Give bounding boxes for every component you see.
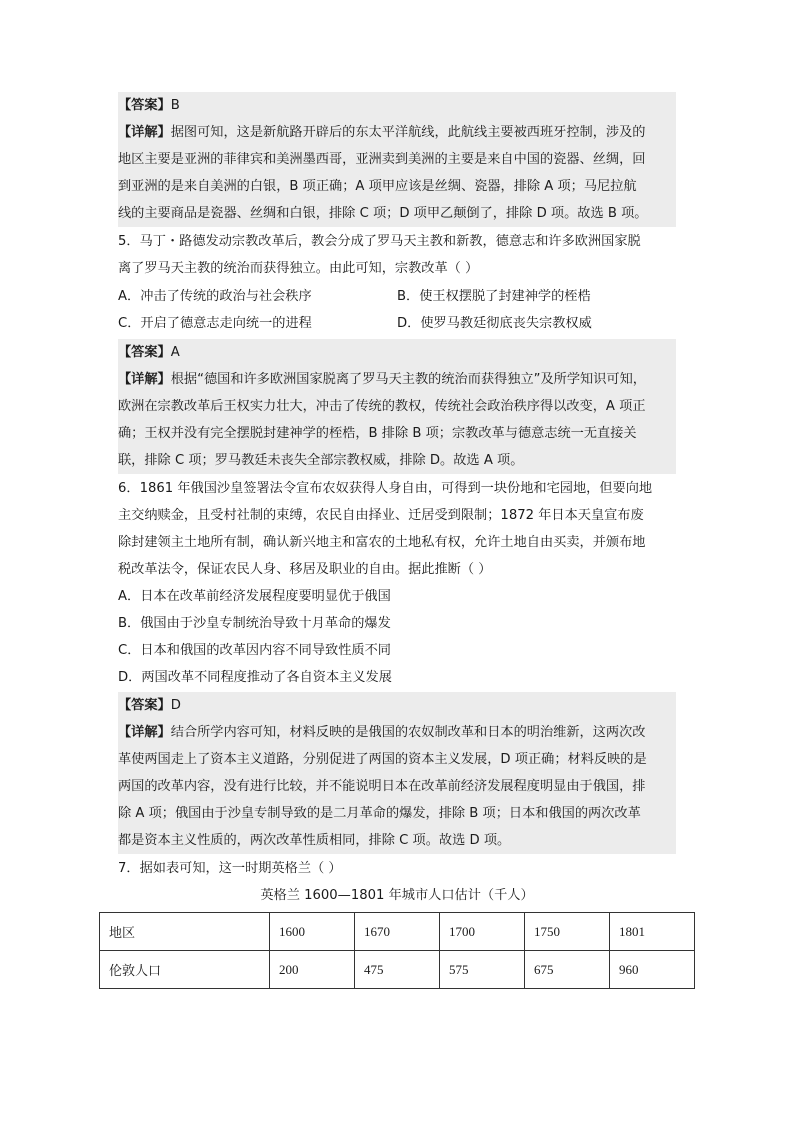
table-cell: 1700 <box>440 913 525 951</box>
detail-tag: 【详解】 <box>118 372 171 387</box>
detail-line: 除 A 项；俄国由于沙皇专制导致的是二月革命的爆发，排除 B 项；日本和俄国的两次改革 <box>118 806 641 821</box>
table-cell: 575 <box>440 951 525 989</box>
detail-line: 两国的改革内容，没有进行比较，并不能说明日本在改革前经济发展程度明显由于俄国，排 <box>118 779 646 794</box>
detail-text: 据图可知，这是新航路开辟后的东太平洋航线，此航线主要被西班牙控制，涉及的 <box>170 125 646 140</box>
table-cell: 1801 <box>610 913 695 951</box>
detail-line: 革使两国走上了资本主义道路，分别促进了两国的资本主义发展，D 项正确；材料反映的是 <box>118 752 647 767</box>
detail-line <box>118 119 676 146</box>
table-cell: 475 <box>355 951 440 989</box>
question-5-option-d[interactable]: D．使罗马教廷彻底丧失宗教权威 <box>397 316 592 331</box>
detail-line: 确；王权并没有完全摆脱封建神学的桎梏，B 排除 B 项；宗教改革与德意志统一无直接关 <box>118 426 637 441</box>
detail-line: 联，排除 C 项；罗马教廷未丧失全部宗教权威，排除 D。故选 A 项。 <box>118 453 524 468</box>
answer-value: B <box>170 98 180 113</box>
detail-tag: 【详解】 <box>118 725 171 740</box>
question-5-stem: 5．马丁・路德发动宗教改革后，教会分成了罗马天主教和新教，德意志和许多欧洲国家脱 <box>118 234 641 249</box>
table-cell: 675 <box>525 951 610 989</box>
answer-line <box>118 92 676 119</box>
table-cell: 1750 <box>525 913 610 951</box>
question-6-option-d[interactable]: D．两国改革不同程度推动了各自资本主义发展 <box>118 670 392 685</box>
detail-line: 线的主要商品是瓷器、丝绸和白银，排除 C 项；D 项甲乙颠倒了，排除 D 项。故选 B 项。 <box>118 206 648 221</box>
question-6-option-c[interactable]: C．日本和俄国的改革因内容不同导致性质不同 <box>118 643 391 658</box>
answer-value: D <box>170 698 181 713</box>
question-6-option-a[interactable]: A．日本在改革前经济发展程度要明显优于俄国 <box>118 589 391 604</box>
table-cell: 960 <box>610 951 695 989</box>
table-cell: 地区 <box>100 913 270 951</box>
answer-tag: 【答案】 <box>118 345 171 360</box>
answer-tag: 【答案】 <box>118 698 171 713</box>
question-5-option-a[interactable]: A．冲击了传统的政治与社会秩序 <box>118 289 312 304</box>
question-6-stem: 税改革法令，保证农民人身、移居及职业的自由。据此推断（ ） <box>118 562 492 577</box>
detail-line: 都是资本主义性质的，两次改革性质相同，排除 C 项。故选 D 项。 <box>118 833 511 848</box>
detail-tag: 【详解】 <box>118 125 171 140</box>
question-6-stem: 主交纳赎金，且受村社制的束缚，农民自由择业、迁居受到限制；1872 年日本天皇宣布废 <box>118 508 644 523</box>
detail-line: 到亚洲的是来自美洲的白银，B 项正确；A 项甲应该是丝绸、瓷器，排除 A 项；马尼拉航 <box>118 179 637 194</box>
table-cell: 1600 <box>270 913 355 951</box>
detail-line <box>118 366 676 393</box>
question-5-option-b[interactable]: B．使王权摆脱了封建神学的桎梏 <box>397 289 591 304</box>
answer-line <box>118 692 676 719</box>
table-caption: 英格兰 1600—1801 年城市人口估计（千人） <box>260 888 534 903</box>
detail-text: 根据“德国和许多欧洲国家脱离了罗马天主教的统治而获得独立”及所学知识可知， <box>170 372 646 387</box>
answer-tag: 【答案】 <box>118 98 171 113</box>
table-cell: 伦敦人口 <box>100 951 270 989</box>
question-5-option-c[interactable]: C．开启了德意志走向统一的进程 <box>118 316 312 331</box>
detail-text: 结合所学内容可知，材料反映的是俄国的农奴制改革和日本的明治维新，这两次改 <box>170 725 646 740</box>
table-cell: 1670 <box>355 913 440 951</box>
answer-line <box>118 339 676 366</box>
question-6-option-b[interactable]: B．俄国由于沙皇专制统治导致十月革命的爆发 <box>118 616 391 631</box>
detail-line: 欧洲在宗教改革后王权实力壮大，冲击了传统的教权，传统社会政治秩序得以改变，A 项正 <box>118 399 646 414</box>
question-7-stem: 7．据如表可知，这一时期英格兰（ ） <box>118 861 342 876</box>
question-6-stem: 除封建领主土地所有制，确认新兴地主和富农的土地私有权，允许土地自由买卖，并颁布地 <box>118 535 646 550</box>
table-cell: 200 <box>270 951 355 989</box>
question-5-stem: 离了罗马天主教的统治而获得独立。由此可知，宗教改革（ ） <box>118 261 479 276</box>
population-table <box>99 912 695 989</box>
detail-line <box>118 719 676 746</box>
detail-line: 地区主要是亚洲的菲律宾和美洲墨西哥，亚洲卖到美洲的主要是来自中国的瓷器、丝绸，回 <box>118 152 646 167</box>
table-row <box>100 951 695 989</box>
table-header-row <box>100 913 695 951</box>
answer-value: A <box>170 345 180 360</box>
question-6-stem: 6．1861 年俄国沙皇签署法令宣布农奴获得人身自由，可得到一块份地和宅园地，但要向地 <box>118 481 653 496</box>
